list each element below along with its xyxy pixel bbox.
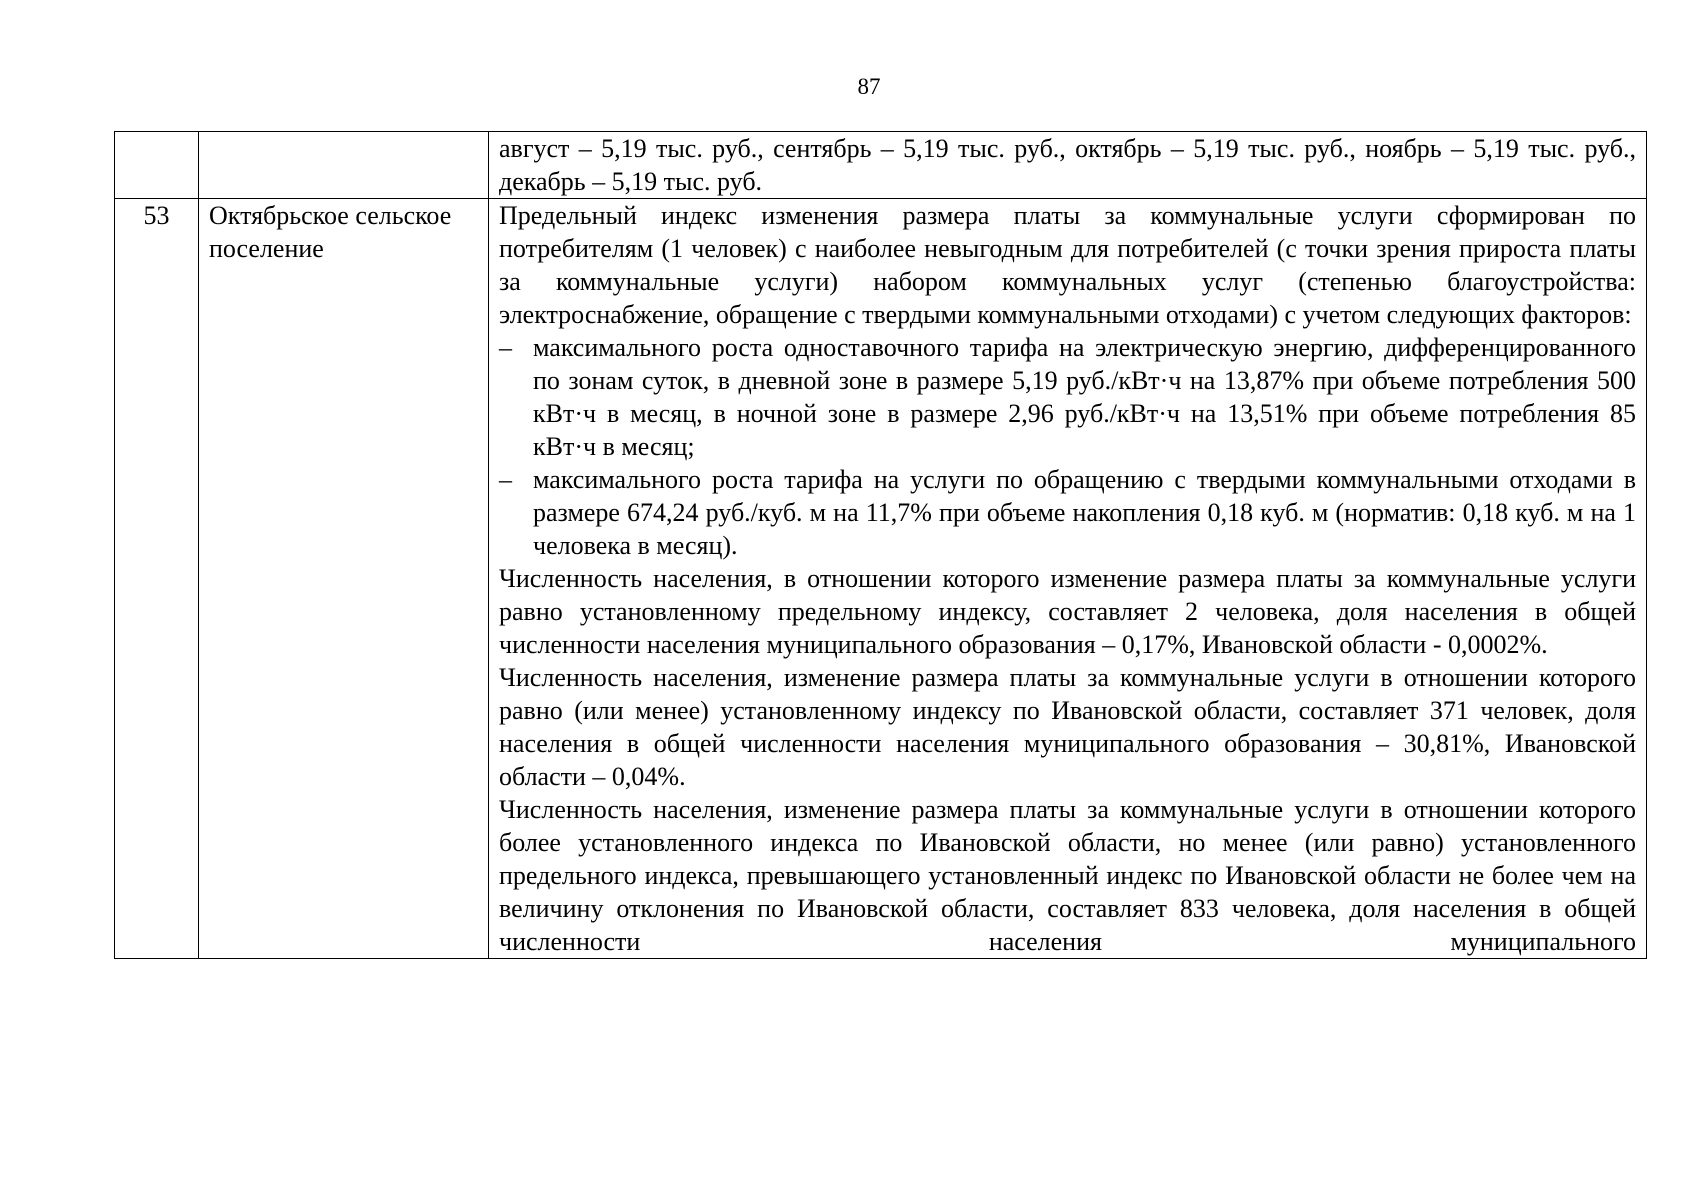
municipality-name-cell — [199, 132, 489, 199]
municipality-name-cell: Октябрьское сельское поселение — [199, 199, 489, 959]
population-paragraph: Численность населения, изменение размера платы за коммунальные услуги в отношении которого более установленного индекса по Ивановской области, но менее (или равно) установленного предельного индекса, превышающего установленный индекс по Ивановской области не более чем на величину отклонения по Ивановской области, составляет 833 человека, доля населения в общей численности населения муниципального — [499, 795, 1636, 956]
factor-list-item — [499, 463, 1636, 562]
municipality-table — [114, 131, 1647, 959]
dash-bullet: – — [499, 465, 512, 494]
factor-list-item — [499, 331, 1636, 463]
population-paragraph: Численность населения, изменение размера платы за коммунальные услуги в отношении которого равно (или менее) установленному индексу по Ивановской области, составляет 371 человек, доля населения в общей численности населения муниципального образования – 30,81%, Ивановской области – 0,04%. — [499, 663, 1636, 791]
population-paragraph: Численность населения, в отношении которого изменение размера платы за коммунальные услуги равно установленному предельному индексу, составляет 2 человека, доля населения в общей численности населения муниципального образования – 0,17%, Ивановской области - 0,0002%. — [499, 564, 1636, 659]
description-cell — [489, 199, 1647, 959]
factor-text: максимального роста тарифа на услуги по обращению с твердыми коммунальными отходами в размере 674,24 руб./куб. м на 11,7% при объеме накопления 0,18 куб. м (норматив: 0,18 куб. м на 1 человека в месяц). — [533, 465, 1636, 560]
dash-bullet: – — [499, 333, 512, 362]
description-cell — [489, 132, 1647, 199]
row-number-cell: 53 — [115, 199, 199, 959]
table-row — [115, 199, 1647, 959]
continuation-text: август – 5,19 тыс. руб., сентябрь – 5,19 тыс. руб., октябрь – 5,19 тыс. руб., ноябрь – 5,19 тыс. руб., декабрь – 5,19 тыс. руб. — [499, 134, 1636, 196]
row-number-cell — [115, 132, 199, 199]
page-number: 87 — [857, 74, 881, 99]
table-row — [115, 132, 1647, 199]
factor-text: максимального роста одноставочного тарифа на электрическую энергию, дифференцированного по зонам суток, в дневной зоне в размере 5,19 руб./кВт·ч на 13,87% при объеме потребления 500 кВт·ч в месяц, в ночной зоне в размере 2,96 руб./кВт·ч на 13,51% при объеме потребления 85 кВт·ч в месяц; — [533, 333, 1636, 461]
intro-paragraph: Предельный индекс изменения размера платы за коммунальные услуги сформирован по потребителям (1 человек) с наиболее невыгодным для потребителей (с точки зрения прироста платы за коммунальные услуги) набором коммунальных услуг (степенью благоустройства: электроснабжение, обращение с твердыми коммунальными отходами) с учетом следующих факторов: — [499, 201, 1636, 329]
